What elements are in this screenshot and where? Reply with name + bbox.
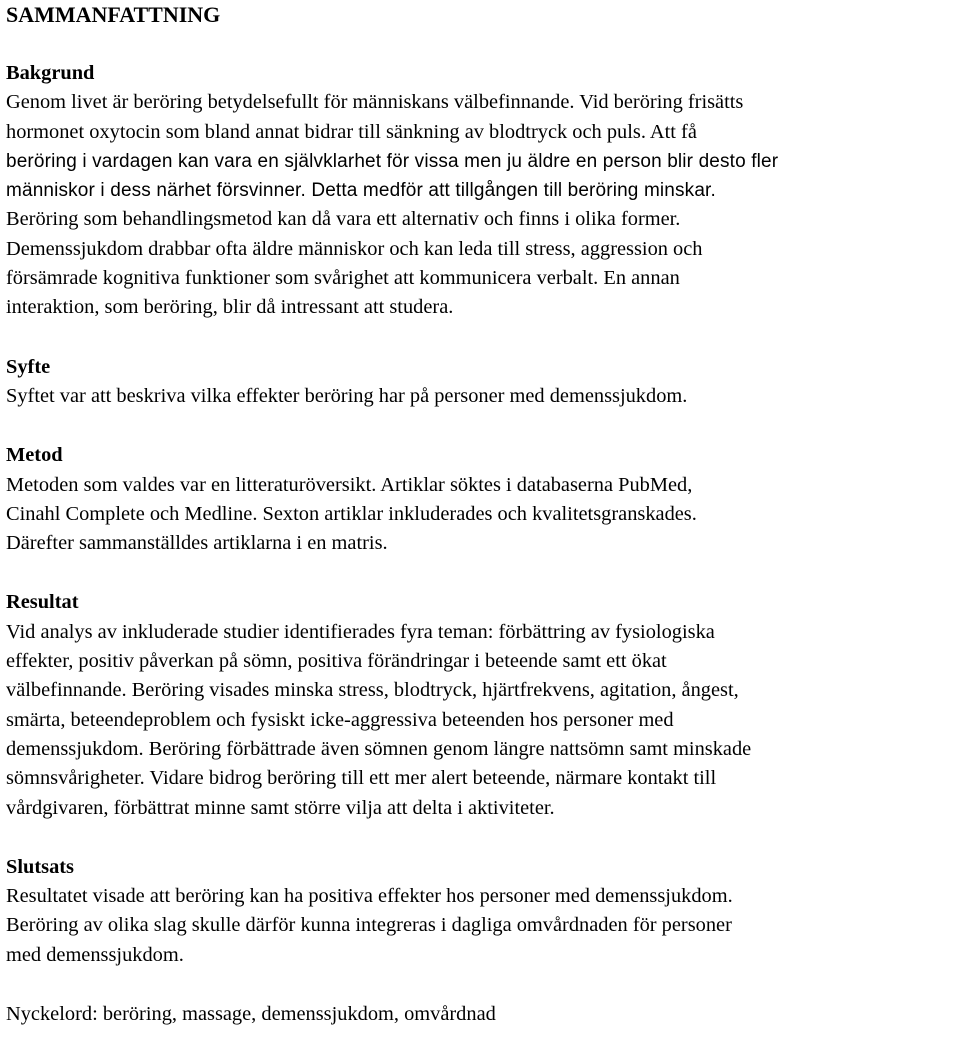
text-line: Beröring av olika slag skulle därför kunna integreras i dagliga omvårdnaden för personer xyxy=(6,914,732,937)
section-resultat xyxy=(6,588,958,822)
section-body-resultat xyxy=(6,618,958,823)
section-syfte xyxy=(6,353,958,412)
section-bakgrund xyxy=(6,59,958,323)
text-line: Genom livet är beröring betydelsefullt för människans välbefinnande. Vid beröring frisätts xyxy=(6,91,744,114)
section-heading-bakgrund: Bakgrund xyxy=(6,62,95,84)
section-body-metod xyxy=(6,471,958,559)
text-line: människor i dess närhet försvinner. Detta medför att tillgången till beröring minskar. xyxy=(6,180,716,202)
section-metod xyxy=(6,441,958,558)
document-title: SAMMANFATTNING xyxy=(6,2,221,27)
keywords-line: Nyckelord: beröring, massage, demenssjukdom, omvårdnad xyxy=(6,1003,496,1026)
section-body-slutsats xyxy=(6,882,958,970)
section-body-syfte xyxy=(6,382,958,411)
text-line: effekter, positiv påverkan på sömn, positiva förändringar i beteende samt ett ökat xyxy=(6,650,667,673)
text-line: Därefter sammanställdes artiklarna i en matris. xyxy=(6,532,388,555)
text-line: smärta, beteendeproblem och fysiskt icke-aggressiva beteenden hos personer med xyxy=(6,708,674,731)
text-line: hormonet oxytocin som bland annat bidrar till sänkning av blodtryck och puls. Att få xyxy=(6,120,697,143)
text-line: Beröring som behandlingsmetod kan då vara ett alternativ och finns i olika former. xyxy=(6,208,681,231)
text-line: demenssjukdom. Beröring förbättrade även sömnen genom längre nattsömn samt minskade xyxy=(6,737,752,760)
document-page xyxy=(6,0,958,1029)
text-line: Demenssjukdom drabbar ofta äldre människor och kan leda till stress, aggression och xyxy=(6,237,703,260)
section-heading-resultat: Resultat xyxy=(6,591,79,614)
section-slutsats xyxy=(6,853,958,970)
section-heading-slutsats: Slutsats xyxy=(6,855,74,878)
text-line: Vid analys av inkluderade studier identifierades fyra teman: förbättring av fysiologiska xyxy=(6,620,715,643)
text-line: välbefinnande. Beröring visades minska stress, blodtryck, hjärtfrekvens, agitation, ångest, xyxy=(6,679,739,702)
text-line: beröring i vardagen kan vara en självklarhet för vissa men ju äldre en person blir desto fler xyxy=(6,150,779,172)
section-heading-syfte: Syfte xyxy=(6,355,51,378)
text-line: vårdgivaren, förbättrat minne samt större vilja att delta i aktiviteter. xyxy=(6,796,555,819)
text-line: interaktion, som beröring, blir då intressant att studera. xyxy=(6,296,454,319)
text-line: Metoden som valdes var en litteraturöversikt. Artiklar söktes i databaserna PubMed, xyxy=(6,473,693,496)
text-line: försämrade kognitiva funktioner som svårighet att kommunicera verbalt. En annan xyxy=(6,267,680,290)
section-heading-metod: Metod xyxy=(6,444,63,467)
text-line: Cinahl Complete och Medline. Sexton artiklar inkluderades och kvalitetsgranskades. xyxy=(6,502,697,525)
text-line: Resultatet visade att beröring kan ha positiva effekter hos personer med demenssjukdom. xyxy=(6,885,733,908)
section-body-bakgrund xyxy=(6,88,958,322)
text-line: Syftet var att beskriva vilka effekter beröring har på personer med demenssjukdom. xyxy=(6,384,688,407)
text-line: med demenssjukdom. xyxy=(6,943,184,966)
text-line: sömnsvårigheter. Vidare bidrog beröring till ett mer alert beteende, närmare kontakt till xyxy=(6,767,717,790)
